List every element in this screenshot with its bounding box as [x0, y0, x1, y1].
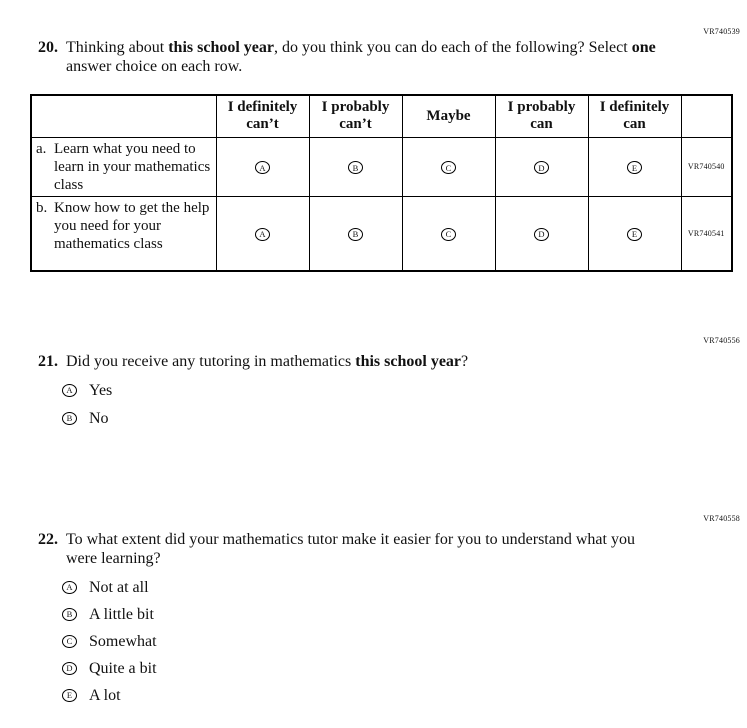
question-20-text-part: answer choice on each row. [66, 58, 243, 75]
option-label: A little bit [89, 606, 154, 623]
answer-bubble-d[interactable]: D [534, 161, 549, 174]
answer-bubble-c[interactable]: C [441, 161, 456, 174]
q20-answer-table [30, 94, 733, 272]
blank-corner-cell [31, 95, 216, 137]
question-21 [38, 352, 686, 371]
blank-code-header-cell [681, 95, 732, 137]
row-a-answer-cell-d[interactable] [495, 137, 588, 196]
question-22-text: To what extent did your mathematics tutor make it easier for you to understand what you were learning? [66, 531, 635, 567]
header-line: can [530, 116, 553, 133]
row-a-label: Learn what you need to learn in your mathematics class [54, 140, 211, 193]
q22-option-not-at-all[interactable] [62, 578, 149, 597]
header-line: Maybe [426, 107, 471, 124]
q21-option-no[interactable] [62, 409, 109, 428]
header-line: I definitely [227, 99, 298, 116]
option-label: Yes [89, 382, 113, 399]
row-b-answer-cell-b[interactable] [309, 196, 402, 271]
option-label: Quite a bit [89, 660, 157, 677]
question-21-number: 21. [38, 353, 58, 370]
row-b-answer-cell-a[interactable] [216, 196, 309, 271]
answer-bubble-b[interactable]: B [348, 161, 363, 174]
row-b-code: VR740541 [681, 196, 732, 271]
option-label: Somewhat [89, 633, 157, 650]
row-b-answer-cell-e[interactable] [588, 196, 681, 271]
row-a-answer-cell-e[interactable] [588, 137, 681, 196]
option-bubble-a[interactable]: A [62, 384, 77, 397]
header-cell-probably-can [495, 95, 588, 137]
question-20 [38, 38, 688, 76]
question-21-text [66, 352, 686, 371]
header-line: can’t [246, 116, 279, 133]
header-line: I definitely [599, 99, 670, 116]
table-header-row [31, 95, 732, 137]
header-cell-probably-cant [309, 95, 402, 137]
option-bubble-b[interactable]: B [62, 608, 77, 621]
header-line: I probably [321, 99, 390, 116]
header-cell-definitely-cant [216, 95, 309, 137]
question-20-number: 20. [38, 39, 58, 56]
option-label: No [89, 410, 109, 427]
answer-bubble-d[interactable]: D [534, 228, 549, 241]
row-a-prefix: a. [36, 140, 47, 157]
question-21-text-part: ? [461, 353, 469, 370]
option-bubble-d[interactable]: D [62, 662, 77, 675]
question-20-code: VR740539 [703, 27, 740, 36]
row-b-label: Know how to get the help you need for your mathematics class [54, 199, 210, 252]
table-row-b [31, 196, 732, 271]
question-21-code: VR740556 [703, 336, 740, 345]
question-22-code: VR740558 [703, 514, 740, 523]
answer-bubble-a[interactable]: A [255, 228, 270, 241]
header-cell-maybe [402, 95, 495, 137]
option-label: A lot [89, 687, 121, 704]
q22-option-a-little-bit[interactable] [62, 605, 154, 624]
question-22-number: 22. [38, 531, 58, 548]
row-b-answer-cell-c[interactable] [402, 196, 495, 271]
header-cell-definitely-can [588, 95, 681, 137]
q22-option-quite-a-bit[interactable] [62, 659, 157, 678]
option-bubble-b[interactable]: B [62, 412, 77, 425]
row-b-prefix: b. [36, 199, 48, 216]
question-21-text-part: Did you receive any tutoring in mathematics [66, 353, 356, 370]
row-a-answer-cell-b[interactable] [309, 137, 402, 196]
question-20-text-part: , do you think you can do each of the following? Select [274, 39, 632, 56]
question-20-text-bold: one [631, 39, 656, 56]
q21-option-yes[interactable] [62, 381, 112, 400]
row-a-label-cell [31, 137, 216, 196]
answer-bubble-e[interactable]: E [627, 161, 642, 174]
row-b-answer-cell-d[interactable] [495, 196, 588, 271]
question-20-text [66, 38, 688, 76]
question-21-text-bold: this school year [355, 353, 462, 370]
answer-bubble-c[interactable]: C [441, 228, 456, 241]
q22-option-a-lot[interactable] [62, 686, 121, 705]
q22-option-somewhat[interactable] [62, 632, 157, 651]
option-bubble-a[interactable]: A [62, 581, 77, 594]
answer-bubble-e[interactable]: E [627, 228, 642, 241]
row-a-answer-cell-a[interactable] [216, 137, 309, 196]
question-22 [38, 530, 652, 568]
header-line: I probably [507, 99, 576, 116]
answer-bubble-a[interactable]: A [255, 161, 270, 174]
question-20-text-part: Thinking about [66, 39, 169, 56]
row-a-code: VR740540 [681, 137, 732, 196]
table-row-a [31, 137, 732, 196]
question-20-text-bold: this school year [168, 39, 274, 56]
option-label: Not at all [89, 579, 149, 596]
row-b-label-cell [31, 196, 216, 271]
answer-bubble-b[interactable]: B [348, 228, 363, 241]
row-a-answer-cell-c[interactable] [402, 137, 495, 196]
header-line: can’t [339, 116, 372, 133]
option-bubble-e[interactable]: E [62, 689, 77, 702]
option-bubble-c[interactable]: C [62, 635, 77, 648]
header-line: can [623, 116, 646, 133]
